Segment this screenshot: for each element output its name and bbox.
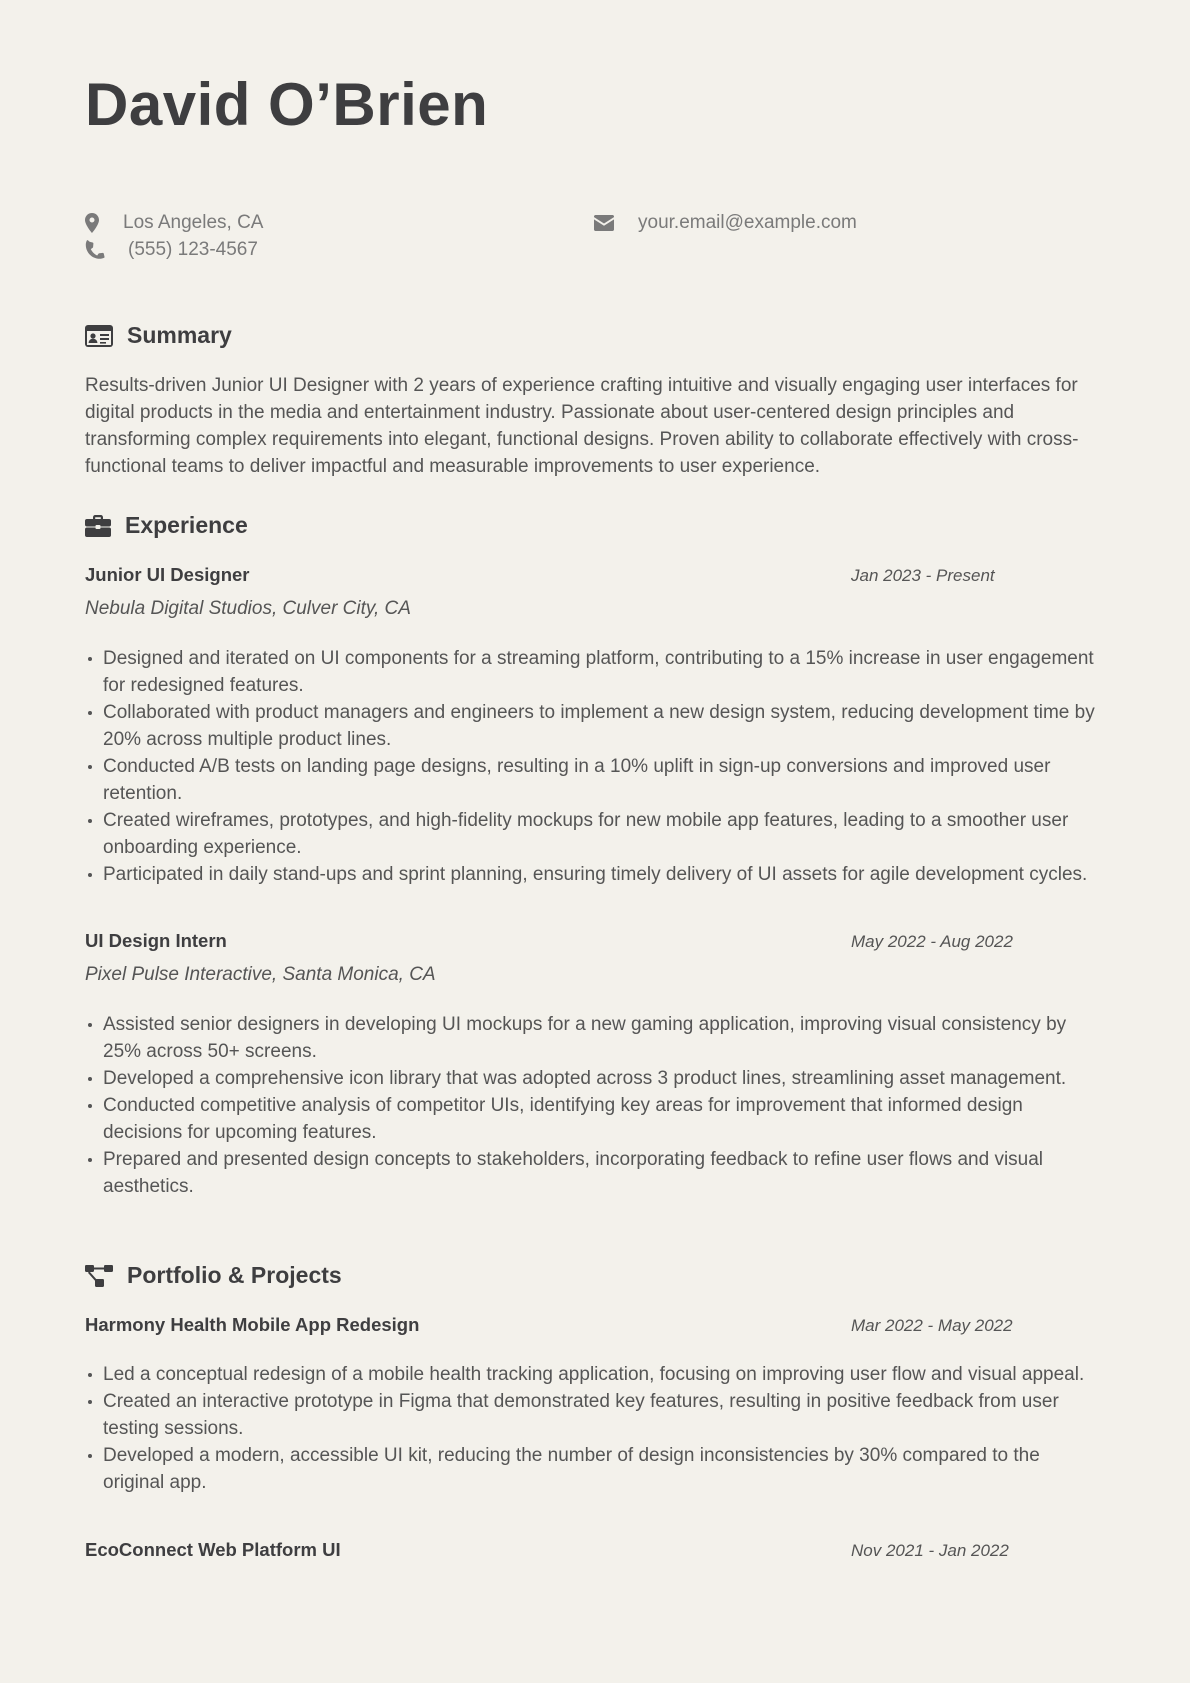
- bullet-item: Conducted competitive analysis of competitor UIs, identifying key areas for improvement that informed design decisions for upcoming features.: [103, 1092, 1105, 1146]
- bullet-item: Assisted senior designers in developing UI mockups for a new gaming application, improving visual consistency by 25% across 50+ screens.: [103, 1011, 1105, 1065]
- bullet-item: Created an interactive prototype in Figma that demonstrated key features, resulting in positive feedback from user testing sessions.: [103, 1388, 1105, 1442]
- job-title: UI Design Intern: [85, 930, 227, 951]
- summary-text: Results-driven Junior UI Designer with 2 years of experience crafting intuitive and visually engaging user interfaces for digital products in the media and entertainment industry. Passionate about user-centered design principles and transforming complex requirements into elegant, functional designs. Proven ability to collaborate effectively with cross-functional teams to deliver impactful and measurable improvements to user experience.: [85, 375, 1079, 477]
- envelope-icon: [594, 215, 614, 231]
- job-dates: Jan 2023 - Present: [851, 566, 995, 585]
- bullet-item: Participated in daily stand-ups and sprint planning, ensuring timely delivery of UI assets for agile development cycles.: [103, 861, 1105, 888]
- email-text[interactable]: your.email@example.com: [638, 212, 857, 233]
- phone-text: (555) 123-4567: [128, 239, 258, 260]
- candidate-name: David O’Brien: [85, 71, 489, 138]
- contact-location: [85, 212, 263, 234]
- project-dates: Nov 2021 - Jan 2022: [851, 1541, 1009, 1560]
- experience-title: Experience: [125, 512, 248, 538]
- bullet-item: Developed a modern, accessible UI kit, reducing the number of design inconsistencies by 30% compared to the original app.: [103, 1442, 1105, 1496]
- job-company: Pixel Pulse Interactive, Santa Monica, CA: [85, 964, 436, 985]
- id-card-icon: [85, 325, 113, 347]
- project-bullets: [85, 1361, 1105, 1496]
- summary-heading: [85, 322, 232, 349]
- map-marker-icon: [85, 213, 99, 233]
- bullet-item: Designed and iterated on UI components for a streaming platform, contributing to a 15% increase in user engagement for redesigned features.: [103, 645, 1105, 699]
- location-text: Los Angeles, CA: [123, 212, 264, 233]
- bullet-item: Created wireframes, prototypes, and high-fidelity mockups for new mobile app features, leading to a smoother user onboarding experience.: [103, 807, 1105, 861]
- briefcase-icon: [85, 515, 111, 537]
- project-dates: Mar 2022 - May 2022: [851, 1316, 1013, 1335]
- projects-heading: [85, 1262, 342, 1289]
- bullet-item: Collaborated with product managers and engineers to implement a new design system, reducing development time by 20% across multiple product lines.: [103, 699, 1105, 753]
- job-bullets: [85, 645, 1105, 888]
- bullet-item: Developed a comprehensive icon library that was adopted across 3 product lines, streamlining asset management.: [103, 1065, 1105, 1092]
- contact-info: [85, 210, 1105, 270]
- summary-title: Summary: [127, 322, 232, 348]
- job-bullets: [85, 1011, 1105, 1200]
- phone-icon: [85, 240, 105, 260]
- bullet-item: Led a conceptual redesign of a mobile health tracking application, focusing on improving user flow and visual appeal.: [103, 1361, 1105, 1388]
- job-title: Junior UI Designer: [85, 564, 250, 585]
- project-title: Harmony Health Mobile App Redesign: [85, 1314, 420, 1335]
- experience-heading: [85, 512, 248, 539]
- job-company: Nebula Digital Studios, Culver City, CA: [85, 598, 411, 619]
- contact-email[interactable]: [594, 212, 857, 234]
- project-title: EcoConnect Web Platform UI: [85, 1539, 341, 1560]
- job-dates: May 2022 - Aug 2022: [851, 932, 1013, 951]
- projects-title: Portfolio & Projects: [127, 1262, 342, 1288]
- project-diagram-icon: [85, 1265, 113, 1287]
- contact-phone: [85, 239, 258, 261]
- bullet-item: Prepared and presented design concepts to stakeholders, incorporating feedback to refine user flows and visual aesthetics.: [103, 1146, 1105, 1200]
- bullet-item: Conducted A/B tests on landing page designs, resulting in a 10% uplift in sign-up conversions and improved user retention.: [103, 753, 1105, 807]
